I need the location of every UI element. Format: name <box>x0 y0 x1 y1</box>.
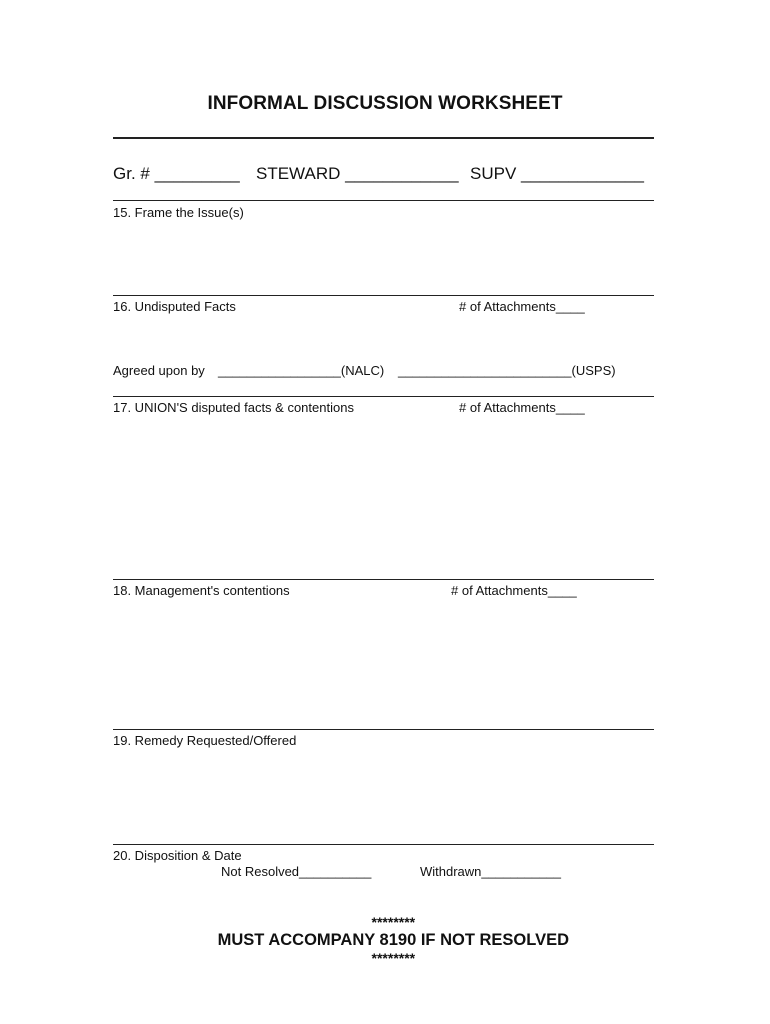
section-18-label: 18. Management's contentions <box>113 583 290 598</box>
section-17-label: 17. UNION'S disputed facts & contentions <box>113 400 354 415</box>
section-20-label: 20. Disposition & Date <box>113 848 242 863</box>
footer-message: MUST ACCOMPANY 8190 IF NOT RESOLVED <box>217 931 570 949</box>
agreed-usps-field[interactable]: ________________________(USPS) <box>398 363 616 378</box>
footer-notice <box>0 897 770 984</box>
not-resolved-field[interactable]: Not Resolved__________ <box>221 864 372 879</box>
section-divider-19 <box>113 729 654 730</box>
title-divider <box>113 137 654 139</box>
agreed-upon-label: Agreed upon by <box>113 363 205 378</box>
grievance-number-field[interactable]: Gr. # _________ <box>113 164 240 183</box>
section-divider-18 <box>113 579 654 580</box>
section-divider-15 <box>113 200 654 201</box>
section-17-attachments-field[interactable]: # of Attachments____ <box>459 400 585 415</box>
section-19-label: 19. Remedy Requested/Offered <box>113 733 297 748</box>
section-16-label: 16. Undisputed Facts <box>113 299 236 314</box>
section-16-attachments-field[interactable]: # of Attachments____ <box>459 299 585 314</box>
section-divider-16 <box>113 295 654 296</box>
agreed-nalc-field[interactable]: _________________(NALC) <box>218 363 385 378</box>
section-15-label: 15. Frame the Issue(s) <box>113 205 244 220</box>
section-18-attachments-field[interactable]: # of Attachments____ <box>451 583 577 598</box>
steward-field[interactable]: STEWARD ____________ <box>256 164 459 183</box>
section-divider-17 <box>113 396 654 397</box>
page-title: INFORMAL DISCUSSION WORKSHEET <box>207 93 563 114</box>
withdrawn-field[interactable]: Withdrawn___________ <box>420 864 561 879</box>
section-divider-20 <box>113 844 654 845</box>
footer-stars-right: ******** <box>371 950 416 966</box>
footer-stars-left: ******** <box>371 914 416 930</box>
supervisor-field[interactable]: SUPV _____________ <box>470 164 644 183</box>
